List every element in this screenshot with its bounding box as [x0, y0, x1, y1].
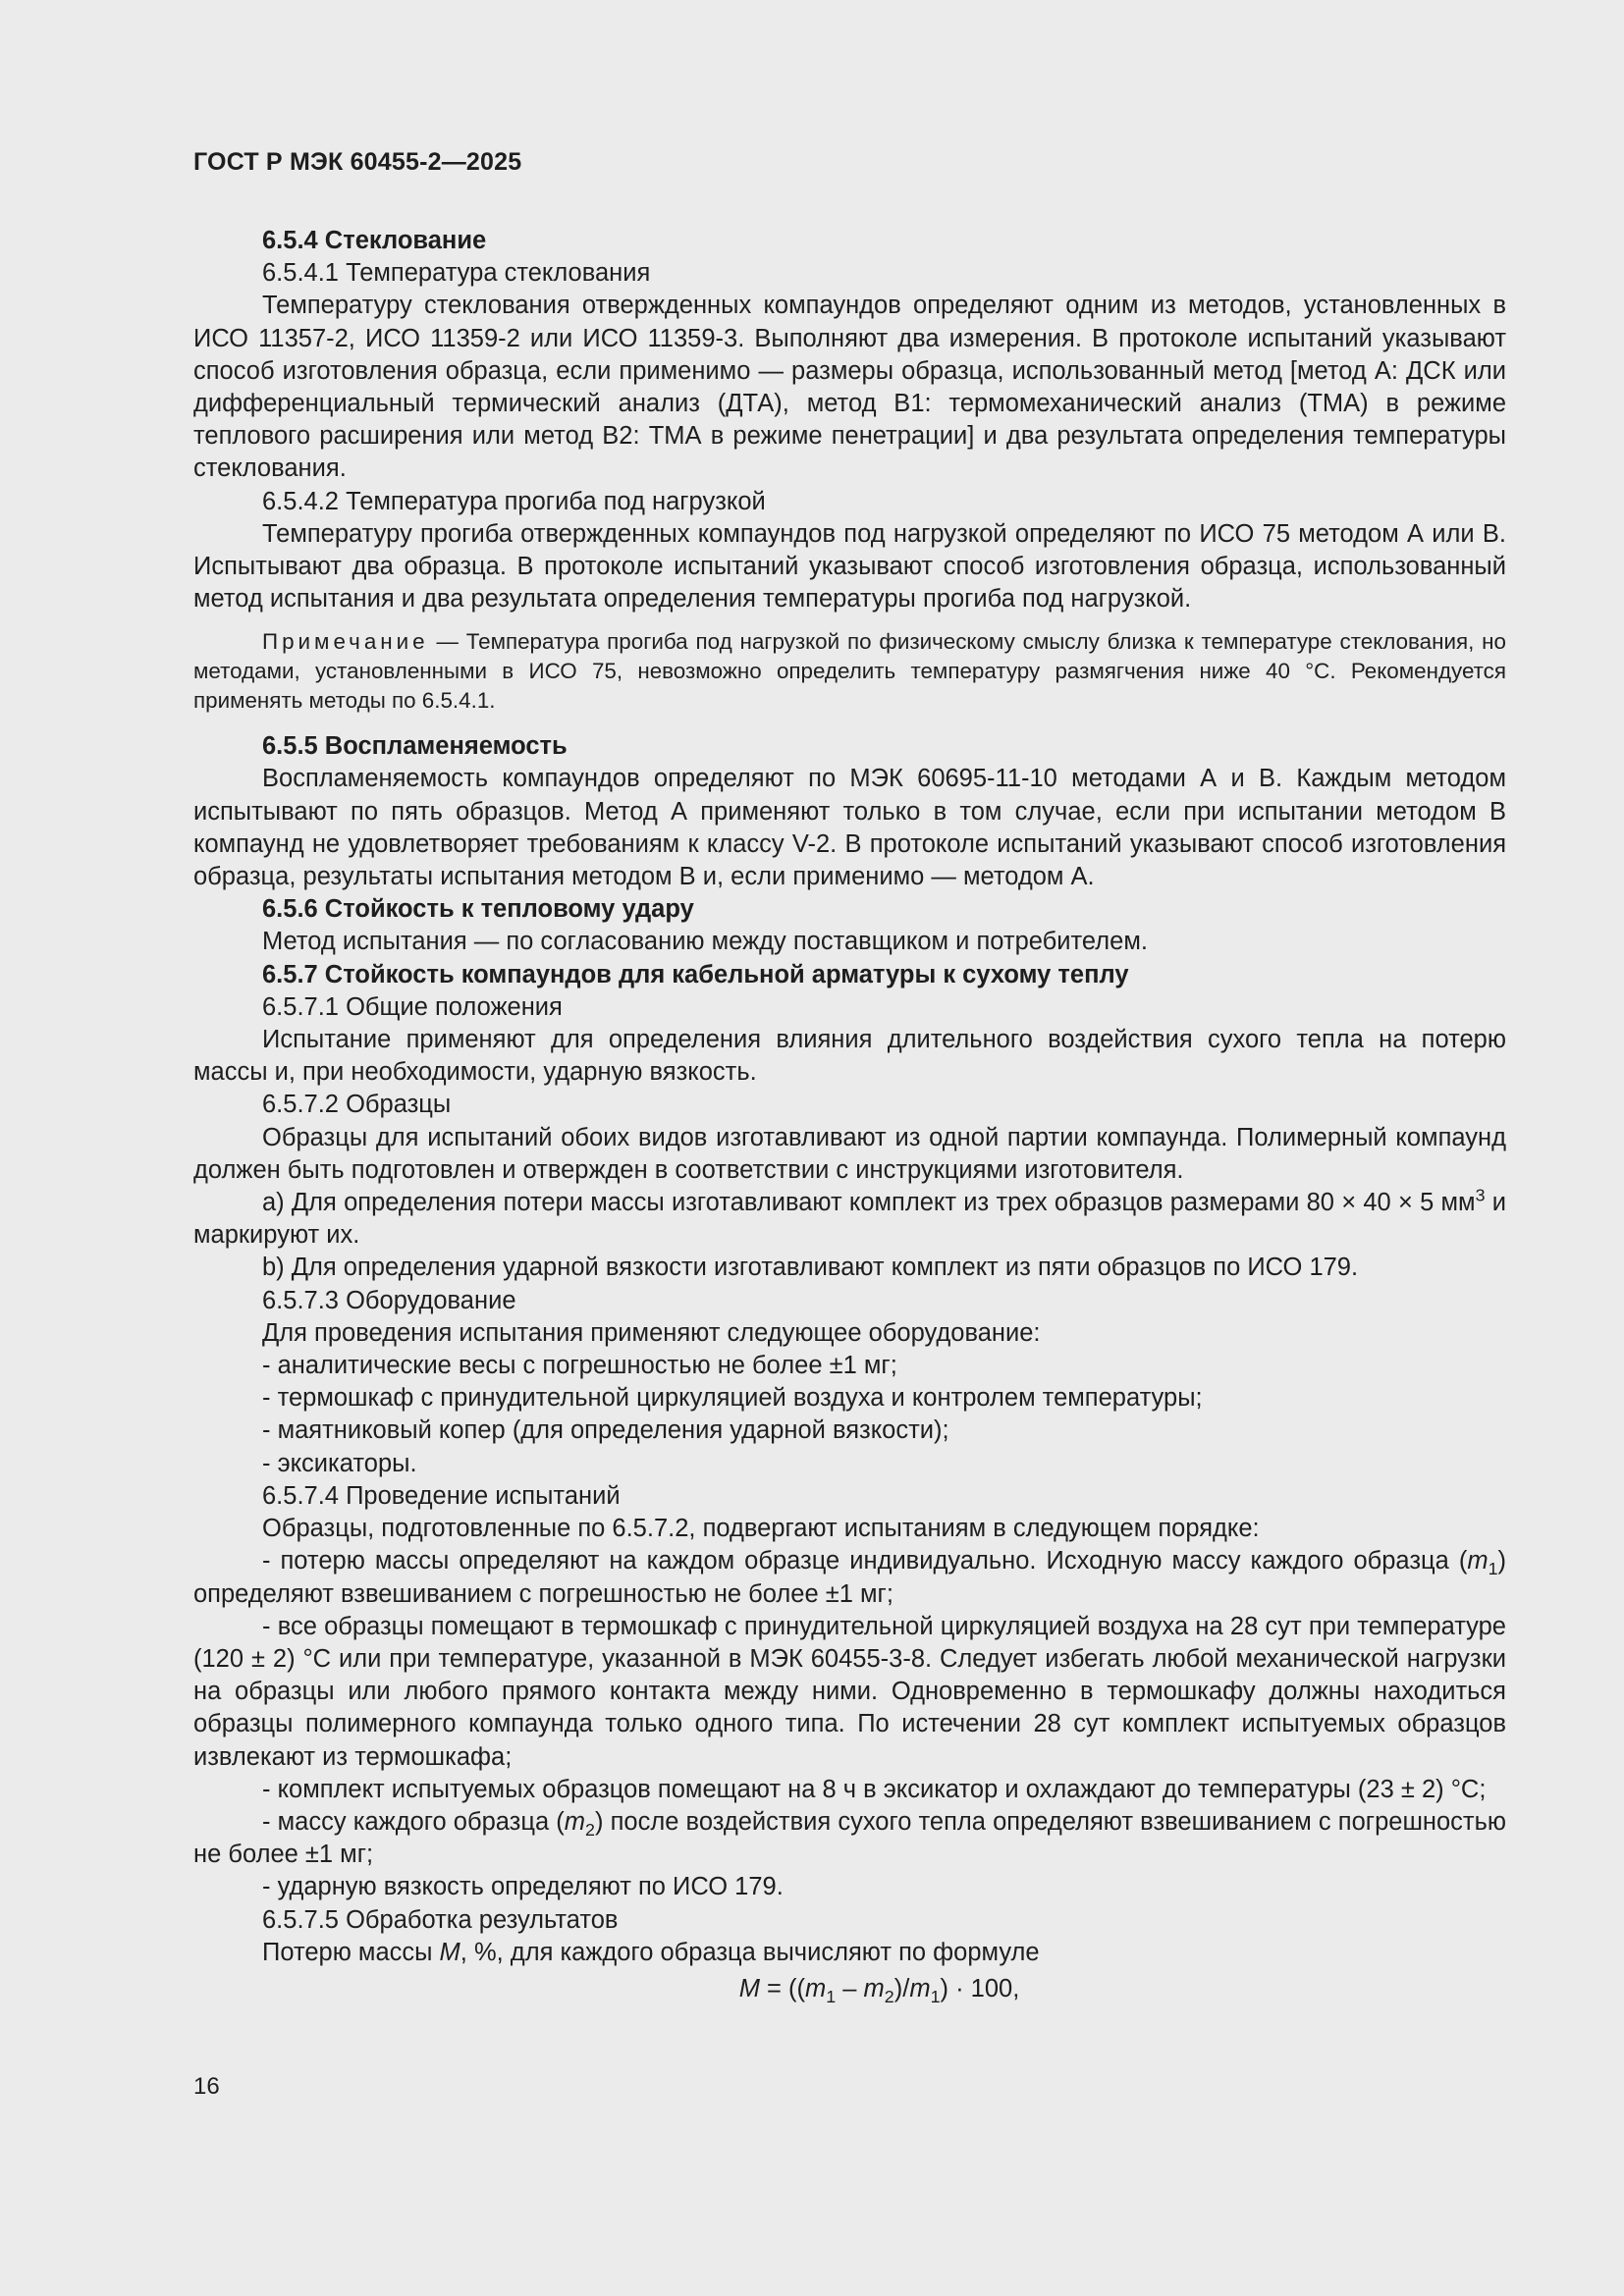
list-item: - эксикаторы. [262, 1449, 417, 1477]
paragraph: Для проведения испытания применяют следующее оборудование: [262, 1318, 1041, 1347]
subsection-heading: 6.5.7.2 Образцы [262, 1091, 452, 1119]
superscript: 3 [1475, 1185, 1486, 1205]
variable: М [439, 1938, 460, 1966]
formula-variable: m [805, 1974, 827, 2002]
subsection-heading: 6.5.7.5 Обработка результатов [262, 1905, 619, 1934]
list-item-text: - потерю массы определяют на каждом образце индивидуально. Исходную массу каждого образца ( [262, 1547, 1468, 1575]
subscript: 1 [1488, 1559, 1498, 1579]
list-item: - все образцы помещают в термошкаф с принудительной циркуляцией воздуха на 28 сут при температуре (120 ± 2) °С или при температуре, указанной в МЭК 60455-3-8. Следует избегать любой механической нагрузки на образцы или любого прямого контакта между ними. Одновременно в термошкафу должны находиться образцы полимерного компаунда только одного типа. По истечении 28 сут комплект испытуемых образцов извлекают из термошкафа; [193, 1612, 1506, 1771]
note-label: Примечание [262, 629, 429, 655]
formula-operator: )/ [893, 1974, 910, 2002]
list-item-text: и маркируют их. [193, 1189, 1506, 1250]
list-item: b) Для определения ударной вязкости изготавливают комплект из пяти образцов по ИСО 179. [262, 1254, 1359, 1282]
subsection-heading: 6.5.4.1 Температура стеклования [262, 259, 651, 288]
page-number: 16 [193, 2073, 220, 2100]
list-item [193, 1187, 1506, 1252]
section-heading: 6.5.5 Воспламеняемость [262, 732, 568, 761]
section-heading: 6.5.6 Стойкость к тепловому удару [262, 895, 694, 924]
list-item: - термошкаф с принудительной циркуляцией воздуха и контролем температуры; [262, 1384, 1203, 1413]
formula-operator: ) · 100, [940, 1974, 1020, 2002]
list-item-text: ) определяют взвешиванием с погрешностью не более ±1 мг; [193, 1547, 1506, 1608]
paragraph: Воспламеняемость компаундов определяют по МЭК 60695-11-10 методами А и В. Каждым методом испытывают по пять образцов. Метод А применяют только в том случае, если при испытании методом В компаунд не удовлетворяет требованиям к классу V-2. В протоколе испытаний указывают способ изготовления образца, результаты испытания методом В и, если применимо — методом А. [193, 765, 1506, 891]
list-item: - аналитические весы с погрешностью не более ±1 мг; [262, 1352, 897, 1380]
paragraph: Температуру прогиба отвержденных компаундов под нагрузкой определяют по ИСО 75 методом А или В. Испытывают два образца. В протоколе испытаний указывают способ изготовления образца, использованный метод испытания и два результата определения температуры прогиба под нагрузкой. [193, 519, 1506, 614]
paragraph: Образцы, подготовленные по 6.5.7.2, подвергают испытаниям в следующем порядке: [262, 1515, 1260, 1543]
formula-subscript: 1 [930, 1987, 941, 2007]
formula-variable: m [909, 1974, 931, 2002]
paragraph-text: Потерю массы [262, 1938, 440, 1966]
note-text: — Температура прогиба под нагрузкой по физическому смыслу близка к температуре стеклования, но методами, установленными в ИСО 75, невозможно определить температуру размягчения ниже 40 °С. Рекомендуется применять методы по 6.5.4.1. [193, 629, 1506, 713]
formula-subscript: 1 [826, 1987, 837, 2007]
list-item: - комплект испытуемых образцов помещают на 8 ч в эксикатор и охлаждают до температуры (23 ± 2) °С; [262, 1775, 1487, 1803]
paragraph [193, 1937, 1506, 1969]
list-item-text: ) после воздействия сухого тепла определяют взвешиванием с погрешностью не более ±1 мг; [193, 1807, 1506, 1869]
formula [193, 1973, 1506, 2005]
list-item [193, 1545, 1506, 1610]
document-header: ГОСТ Р МЭК 60455-2—2025 [193, 148, 522, 176]
list-item: - маятниковый копер (для определения ударной вязкости); [262, 1416, 949, 1445]
list-item: - ударную вязкость определяют по ИСО 179. [262, 1873, 784, 1901]
subscript: 2 [585, 1820, 595, 1841]
note [193, 627, 1506, 715]
paragraph: Метод испытания — по согласованию между поставщиком и потребителем. [262, 928, 1148, 956]
variable: m [564, 1807, 586, 1836]
formula-variable: М [738, 1974, 760, 2002]
paragraph: Температуру стеклования отвержденных компаундов определяют одним из методов, установленных в ИСО 11357-2, ИСО 11359-2 или ИСО 11359-3. Выполняют два измерения. В протоколе испытаний указывают способ изготовления образца, если применимо — размеры образца, использованный метод [метод А: ДСК или дифференциальный термический анализ (ДТА), метод В1: термомеханический анализ (ТМА) в режиме теплового расширения или метод В2: ТМА в режиме пенетрации] и два результата определения температуры стеклования. [193, 292, 1506, 483]
subsection-heading: 6.5.4.2 Температура прогиба под нагрузкой [262, 487, 766, 515]
formula-variable: m [863, 1974, 885, 2002]
list-item-text: а) Для определения потери массы изготавливают комплект из трех образцов размерами 80 × 40 × 5 мм [262, 1189, 1476, 1217]
formula-operator: – [836, 1974, 864, 2002]
list-item-text: - массу каждого образца ( [262, 1807, 565, 1836]
subsection-heading: 6.5.7.3 Оборудование [262, 1286, 516, 1314]
section-heading: 6.5.7 Стойкость компаундов для кабельной арматуры к сухому теплу [262, 960, 1129, 988]
document-body [193, 225, 1506, 2005]
paragraph: Испытание применяют для определения влияния длительного воздействия сухого тепла на потерю массы и, при необходимости, ударную вязкость. [193, 1026, 1506, 1087]
paragraph: Образцы для испытаний обоих видов изготавливают из одной партии компаунда. Полимерный компаунд должен быть подготовлен и отвержден в соответствии с инструкциями изготовителя. [193, 1123, 1506, 1184]
formula-subscript: 2 [884, 1987, 894, 2007]
paragraph-text: , %, для каждого образца вычисляют по формуле [460, 1938, 1040, 1966]
formula-operator: = (( [759, 1974, 805, 2002]
subsection-heading: 6.5.7.4 Проведение испытаний [262, 1481, 621, 1510]
subsection-heading: 6.5.7.1 Общие положения [262, 992, 563, 1021]
list-item [193, 1806, 1506, 1871]
section-heading: 6.5.4 Стеклование [262, 227, 487, 254]
variable: m [1467, 1547, 1489, 1575]
